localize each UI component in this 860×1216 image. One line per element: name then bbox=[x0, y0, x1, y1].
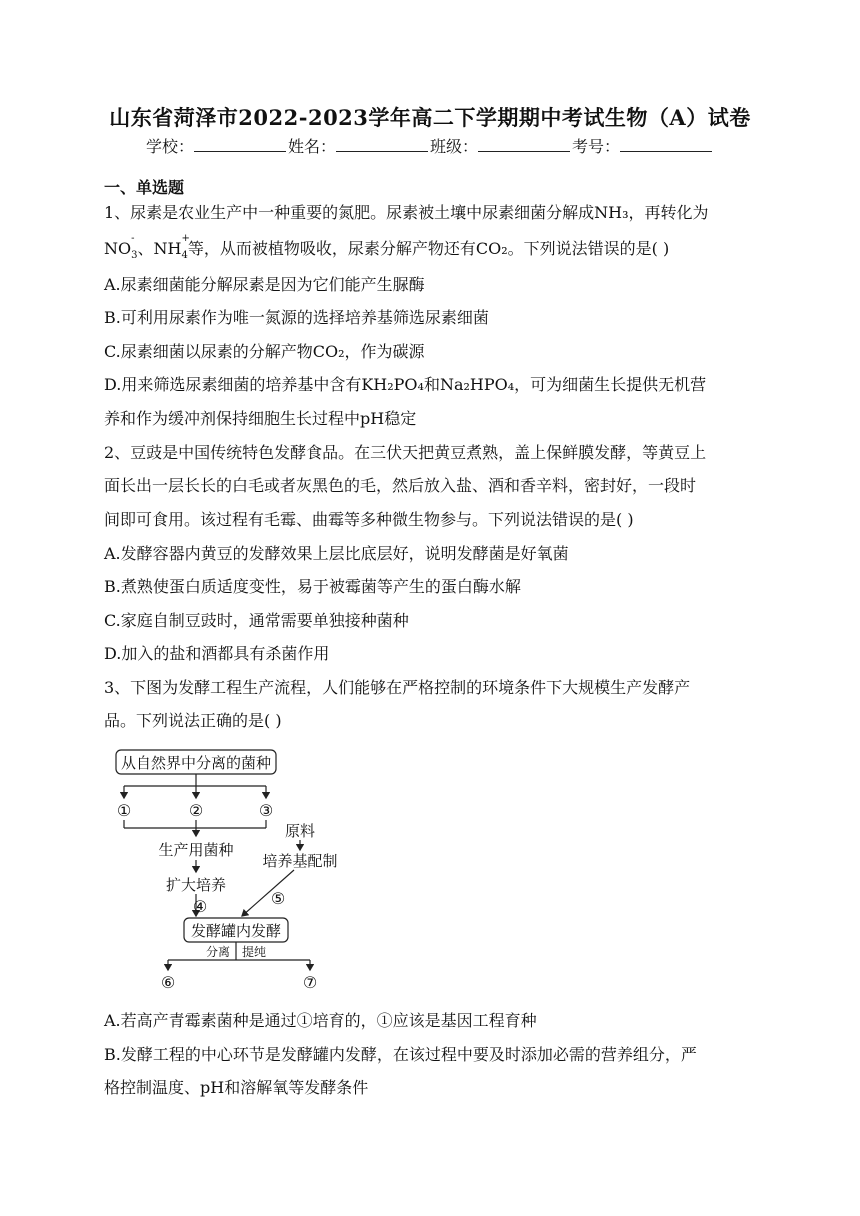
q1-option-b: B.可利用尿素作为唯一氮源的选择培养基筛选尿素细菌 bbox=[104, 308, 489, 327]
q3-option-a: A.若高产青霉素菌种是通过①培育的，①应该是基因工程育种 bbox=[104, 1011, 537, 1030]
q2-stem-line2: 面长出一层长长的白毛或者灰黑色的毛，然后放入盐、酒和香辛料，密封好，一段时 bbox=[104, 476, 697, 495]
purification-label: 提纯 bbox=[241, 945, 267, 959]
q1-stem-line1: 1、尿素是农业生产中一种重要的氮肥。尿素被土壤中尿素细菌分解成NH₃，再转化为 bbox=[104, 203, 709, 222]
q3-stem-line1: 3、下图为发酵工程生产流程，人们能够在严格控制的环境条件下大规模生产发酵产 bbox=[104, 678, 691, 697]
scale-up-label: 扩大培养 bbox=[165, 876, 227, 894]
step-5-marker: ⑤ bbox=[270, 889, 286, 908]
step-7-marker: ⑦ bbox=[302, 973, 318, 992]
student-info-row bbox=[0, 134, 860, 157]
ammonium-charge: + bbox=[181, 233, 190, 244]
school-label: 学校： bbox=[145, 137, 194, 156]
q2-option-a: A.发酵容器内黄豆的发酵效果上层比底层好，说明发酵菌是好氧菌 bbox=[104, 544, 569, 563]
q1-option-d-line1: D.用来筛选尿素细菌的培养基中含有KH₂PO₄和Na₂HPO₄，可为细菌生长提供无机营 bbox=[104, 375, 707, 394]
class-blank[interactable] bbox=[478, 137, 570, 152]
q1-option-a: A.尿素细菌能分解尿素是因为它们能产生脲酶 bbox=[104, 275, 425, 294]
source-strain-label: 从自然界中分离的菌种 bbox=[120, 754, 272, 772]
q3-stem-line2: 品。下列说法正确的是( ) bbox=[104, 711, 282, 730]
exam-title: 山东省菏泽市2022-2023学年高二下学期期中考试生物（A）试卷 bbox=[109, 105, 751, 130]
step-2-marker: ② bbox=[188, 801, 204, 820]
school-blank[interactable] bbox=[194, 137, 286, 152]
q1-option-d-line2: 养和作为缓冲剂保持细胞生长过程中pH稳定 bbox=[104, 409, 417, 428]
nitrate-charge: - bbox=[131, 233, 135, 244]
q2-option-b: B.煮熟使蛋白质适度变性，易于被霉菌等产生的蛋白酶水解 bbox=[104, 577, 521, 596]
q3-option-b-line1: B.发酵工程的中心环节是发酵罐内发酵，在该过程中要及时添加必需的营养组分，严 bbox=[104, 1045, 697, 1064]
q2-option-c: C.家庭自制豆豉时，通常需要单独接种菌种 bbox=[104, 611, 409, 630]
step-1-marker: ① bbox=[116, 801, 132, 820]
number-blank[interactable] bbox=[620, 137, 712, 152]
q2-option-d: D.加入的盐和酒都具有杀菌作用 bbox=[104, 644, 330, 663]
step-4-marker: ④ bbox=[192, 897, 208, 916]
step-6-marker: ⑥ bbox=[160, 973, 176, 992]
name-blank[interactable] bbox=[336, 137, 428, 152]
name-label: 姓名： bbox=[287, 137, 336, 156]
q2-stem-line3: 间即可食用。该过程有毛霉、曲霉等多种微生物参与。下列说法错误的是( ) bbox=[104, 510, 634, 529]
class-label: 班级： bbox=[430, 137, 479, 156]
fermenter-label: 发酵罐内发酵 bbox=[190, 922, 282, 940]
fermentation-flow-diagram bbox=[104, 742, 354, 1002]
medium-prep-label: 培养基配制 bbox=[262, 852, 338, 870]
q2-stem-line1: 2、豆豉是中国传统特色发酵食品。在三伏天把黄豆煮熟，盖上保鲜膜发酵，等黄豆上 bbox=[104, 443, 707, 462]
separation-label: 分离 bbox=[205, 945, 231, 959]
q3-option-b-line2: 格控制温度、pH和溶解氧等发酵条件 bbox=[104, 1078, 369, 1097]
raw-material-label: 原料 bbox=[284, 822, 316, 840]
section-heading: 一、单选题 bbox=[104, 178, 185, 197]
number-label: 考号： bbox=[572, 137, 621, 156]
q1-stem-line2: NO - $_3$、NH + $_4$等，从而被植物吸收，尿素分解产物还有CO₂。下列说法错误的是( ) bbox=[104, 233, 670, 262]
step-3-marker: ③ bbox=[258, 801, 274, 820]
q1-option-c: C.尿素细菌以尿素的分解产物CO₂，作为碳源 bbox=[104, 342, 425, 361]
production-strain-label: 生产用菌种 bbox=[158, 841, 234, 859]
